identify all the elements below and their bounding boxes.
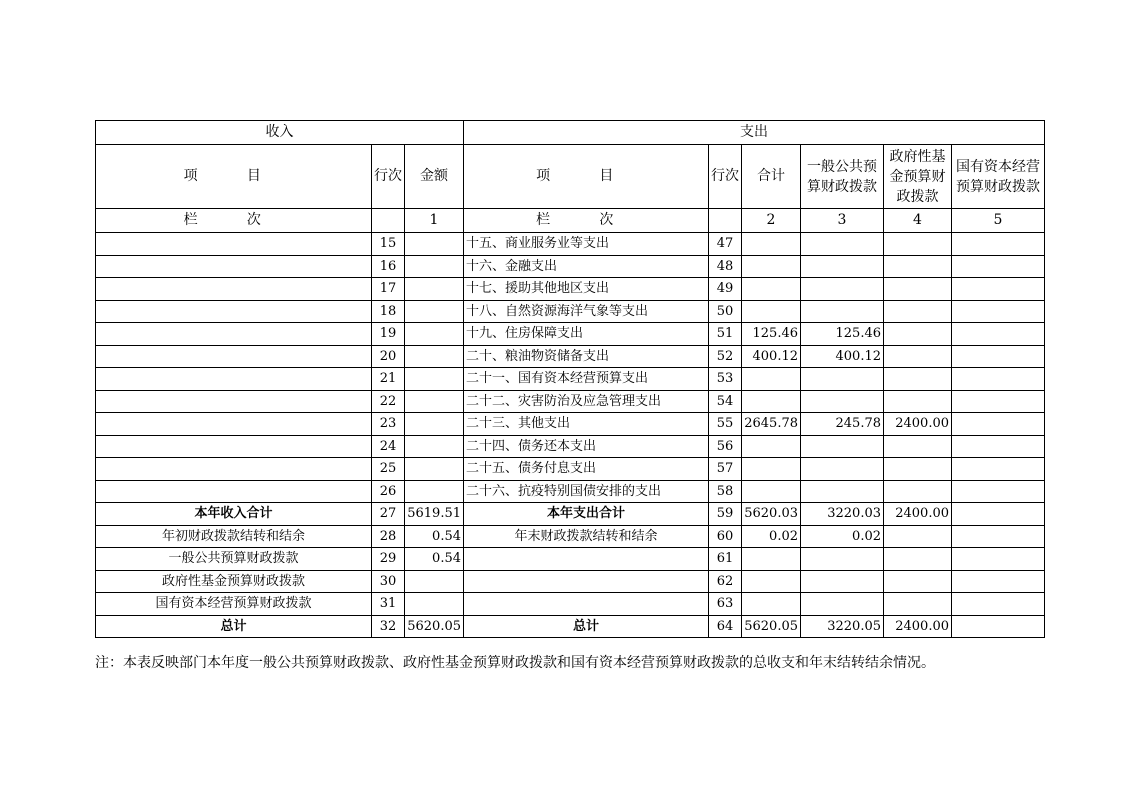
table-row	[96, 413, 1045, 436]
expense-item-cell: 十八、自然资源海洋气象等支出	[464, 300, 709, 323]
income-item-cell	[96, 323, 372, 346]
income-amount-cell	[405, 255, 464, 278]
general-budget-cell	[801, 390, 884, 413]
expense-item-cell: 十五、商业服务业等支出	[464, 233, 709, 256]
fund-budget-cell	[884, 345, 952, 368]
expense-item-cell: 总计	[464, 615, 709, 638]
expense-total-cell: 5620.05	[742, 615, 801, 638]
income-item-cell: 一般公共预算财政拨款	[96, 548, 372, 571]
fund-budget-cell	[884, 323, 952, 346]
table-row	[96, 458, 1045, 481]
state-capital-cell	[952, 345, 1045, 368]
expense-row-no-cell: 49	[709, 278, 742, 301]
expense-item-cell: 十七、援助其他地区支出	[464, 278, 709, 301]
expense-total-header: 合计	[742, 145, 801, 209]
table-row	[96, 548, 1045, 571]
expense-row-no-cell: 58	[709, 480, 742, 503]
income-amount-cell	[405, 323, 464, 346]
income-amount-cell	[405, 390, 464, 413]
fund-budget-cell	[884, 368, 952, 391]
state-capital-cell	[952, 255, 1045, 278]
expense-row-no-cell: 47	[709, 233, 742, 256]
fund-budget-cell	[884, 480, 952, 503]
state-capital-cell	[952, 413, 1045, 436]
table-row	[96, 570, 1045, 593]
expense-item-cell: 二十四、债务还本支出	[464, 435, 709, 458]
income-item-cell	[96, 480, 372, 503]
income-amount-cell	[405, 278, 464, 301]
expense-row-no-cell: 63	[709, 593, 742, 616]
income-row-no-header: 行次	[372, 145, 405, 209]
expense-row-no-cell: 55	[709, 413, 742, 436]
fund-budget-cell	[884, 300, 952, 323]
general-budget-cell	[801, 300, 884, 323]
income-item-header: 项 目	[96, 145, 372, 209]
income-row-no-cell: 31	[372, 593, 405, 616]
expense-row-no-cell: 48	[709, 255, 742, 278]
fiscal-appropriation-table	[95, 120, 1045, 638]
state-capital-cell	[952, 503, 1045, 526]
state-capital-cell	[952, 323, 1045, 346]
expense-total-cell	[742, 233, 801, 256]
general-budget-cell	[801, 548, 884, 571]
expense-row-no-cell: 57	[709, 458, 742, 481]
income-item-cell	[96, 368, 372, 391]
fund-budget-cell: 2400.00	[884, 503, 952, 526]
state-capital-cell	[952, 390, 1045, 413]
fund-budget-cell	[884, 548, 952, 571]
fund-budget-cell	[884, 458, 952, 481]
income-amount-cell	[405, 233, 464, 256]
expense-total-cell	[742, 570, 801, 593]
expense-row-no-cell: 50	[709, 300, 742, 323]
state-capital-cell	[952, 615, 1045, 638]
expense-total-cell	[742, 300, 801, 323]
col-number-4: 4	[884, 209, 952, 233]
expense-row-no-header: 行次	[709, 145, 742, 209]
state-capital-cell	[952, 480, 1045, 503]
income-amount-cell	[405, 458, 464, 481]
expense-total-cell	[742, 480, 801, 503]
expense-total-cell	[742, 548, 801, 571]
expense-col-blank	[709, 209, 742, 233]
income-amount-cell	[405, 300, 464, 323]
expense-total-cell	[742, 390, 801, 413]
fund-budget-cell	[884, 278, 952, 301]
state-capital-cell	[952, 278, 1045, 301]
expense-total-cell: 125.46	[742, 323, 801, 346]
table-row	[96, 615, 1045, 638]
expense-row-no-cell: 53	[709, 368, 742, 391]
income-row-no-cell: 25	[372, 458, 405, 481]
general-budget-cell: 125.46	[801, 323, 884, 346]
state-capital-cell	[952, 570, 1045, 593]
expense-row-no-cell: 59	[709, 503, 742, 526]
general-budget-cell	[801, 255, 884, 278]
expense-row-no-cell: 54	[709, 390, 742, 413]
state-capital-cell	[952, 548, 1045, 571]
expense-row-no-cell: 51	[709, 323, 742, 346]
income-row-no-cell: 23	[372, 413, 405, 436]
fund-budget-cell	[884, 525, 952, 548]
expense-item-cell: 二十一、国有资本经营预算支出	[464, 368, 709, 391]
income-item-cell	[96, 233, 372, 256]
table-row	[96, 390, 1045, 413]
income-item-cell	[96, 458, 372, 481]
fund-budget-cell	[884, 593, 952, 616]
general-budget-cell	[801, 278, 884, 301]
expense-total-cell: 400.12	[742, 345, 801, 368]
income-item-cell	[96, 390, 372, 413]
income-item-cell	[96, 413, 372, 436]
income-amount-cell: 0.54	[405, 548, 464, 571]
state-capital-cell	[952, 300, 1045, 323]
income-item-cell: 总计	[96, 615, 372, 638]
expense-item-header: 项 目	[464, 145, 709, 209]
fund-budget-header: 政府性基金预算财政拨款	[884, 145, 952, 209]
state-capital-cell	[952, 525, 1045, 548]
table-row	[96, 593, 1045, 616]
expense-total-cell	[742, 278, 801, 301]
fund-budget-cell	[884, 255, 952, 278]
income-item-cell: 年初财政拨款结转和结余	[96, 525, 372, 548]
general-budget-cell: 245.78	[801, 413, 884, 436]
table-row	[96, 368, 1045, 391]
table-footnote: 注：本表反映部门本年度一般公共预算财政拨款、政府性基金预算财政拨款和国有资本经营预算财政拨款的总收支和年末结转结余情况。	[95, 655, 935, 671]
income-item-cell	[96, 278, 372, 301]
table-row	[96, 503, 1045, 526]
general-budget-cell	[801, 593, 884, 616]
state-capital-cell	[952, 233, 1045, 256]
expense-header: 支出	[464, 121, 1045, 145]
income-col-label: 栏 次	[96, 209, 372, 233]
expense-item-cell: 二十六、抗疫特别国债安排的支出	[464, 480, 709, 503]
expense-item-cell: 十六、金融支出	[464, 255, 709, 278]
income-row-no-cell: 30	[372, 570, 405, 593]
table-row	[96, 323, 1045, 346]
general-budget-cell: 3220.05	[801, 615, 884, 638]
income-col-blank	[372, 209, 405, 233]
state-capital-header: 国有资本经营预算财政拨款	[952, 145, 1045, 209]
general-budget-cell: 400.12	[801, 345, 884, 368]
expense-item-cell: 二十五、债务付息支出	[464, 458, 709, 481]
income-item-cell	[96, 435, 372, 458]
expense-total-cell	[742, 593, 801, 616]
expense-item-cell: 十九、住房保障支出	[464, 323, 709, 346]
general-budget-cell	[801, 233, 884, 256]
col-number-5: 5	[952, 209, 1045, 233]
income-amount-cell	[405, 413, 464, 436]
table-row	[96, 345, 1045, 368]
expense-item-cell	[464, 593, 709, 616]
income-row-no-cell: 20	[372, 345, 405, 368]
expense-row-no-cell: 52	[709, 345, 742, 368]
income-row-no-cell: 27	[372, 503, 405, 526]
expense-total-cell	[742, 255, 801, 278]
income-row-no-cell: 28	[372, 525, 405, 548]
income-amount-header: 金额	[405, 145, 464, 209]
expense-item-cell: 二十、粮油物资储备支出	[464, 345, 709, 368]
income-amount-cell	[405, 368, 464, 391]
col-number-1: 1	[405, 209, 464, 233]
general-budget-cell	[801, 480, 884, 503]
state-capital-cell	[952, 458, 1045, 481]
income-amount-cell	[405, 435, 464, 458]
table-row	[96, 233, 1045, 256]
expense-row-no-cell: 62	[709, 570, 742, 593]
general-budget-header: 一般公共预算财政拨款	[801, 145, 884, 209]
income-item-cell	[96, 300, 372, 323]
expense-row-no-cell: 56	[709, 435, 742, 458]
income-row-no-cell: 18	[372, 300, 405, 323]
income-amount-cell: 5619.51	[405, 503, 464, 526]
expense-item-cell	[464, 570, 709, 593]
general-budget-cell: 3220.03	[801, 503, 884, 526]
state-capital-cell	[952, 593, 1045, 616]
income-row-no-cell: 32	[372, 615, 405, 638]
income-item-cell: 本年收入合计	[96, 503, 372, 526]
income-row-no-cell: 17	[372, 278, 405, 301]
table-row	[96, 525, 1045, 548]
state-capital-cell	[952, 435, 1045, 458]
income-amount-cell	[405, 480, 464, 503]
fund-budget-cell: 2400.00	[884, 413, 952, 436]
table-row	[96, 435, 1045, 458]
income-item-cell	[96, 255, 372, 278]
income-row-no-cell: 22	[372, 390, 405, 413]
income-item-cell	[96, 345, 372, 368]
expense-item-cell: 二十三、其他支出	[464, 413, 709, 436]
fund-budget-cell	[884, 435, 952, 458]
income-amount-cell	[405, 570, 464, 593]
fund-budget-cell: 2400.00	[884, 615, 952, 638]
general-budget-cell	[801, 368, 884, 391]
income-row-no-cell: 24	[372, 435, 405, 458]
income-item-cell: 国有资本经营预算财政拨款	[96, 593, 372, 616]
income-amount-cell: 0.54	[405, 525, 464, 548]
general-budget-cell	[801, 435, 884, 458]
expense-item-cell: 二十二、灾害防治及应急管理支出	[464, 390, 709, 413]
expense-row-no-cell: 60	[709, 525, 742, 548]
expense-item-cell: 年末财政拨款结转和结余	[464, 525, 709, 548]
income-amount-cell	[405, 345, 464, 368]
income-row-no-cell: 16	[372, 255, 405, 278]
table-row	[96, 300, 1045, 323]
state-capital-cell	[952, 368, 1045, 391]
income-row-no-cell: 29	[372, 548, 405, 571]
income-row-no-cell: 26	[372, 480, 405, 503]
col-number-3: 3	[801, 209, 884, 233]
income-row-no-cell: 15	[372, 233, 405, 256]
expense-row-no-cell: 64	[709, 615, 742, 638]
table-row	[96, 480, 1045, 503]
fund-budget-cell	[884, 390, 952, 413]
general-budget-cell	[801, 458, 884, 481]
fund-budget-cell	[884, 233, 952, 256]
general-budget-cell: 0.02	[801, 525, 884, 548]
table-row	[96, 255, 1045, 278]
col-number-2: 2	[742, 209, 801, 233]
expense-total-cell	[742, 458, 801, 481]
expense-total-cell: 0.02	[742, 525, 801, 548]
expense-item-cell: 本年支出合计	[464, 503, 709, 526]
expense-total-cell: 5620.03	[742, 503, 801, 526]
expense-row-no-cell: 61	[709, 548, 742, 571]
income-row-no-cell: 21	[372, 368, 405, 391]
income-amount-cell: 5620.05	[405, 615, 464, 638]
table-row	[96, 278, 1045, 301]
fund-budget-cell	[884, 570, 952, 593]
income-header: 收入	[96, 121, 464, 145]
expense-total-cell: 2645.78	[742, 413, 801, 436]
general-budget-cell	[801, 570, 884, 593]
expense-item-cell	[464, 548, 709, 571]
income-row-no-cell: 19	[372, 323, 405, 346]
income-amount-cell	[405, 593, 464, 616]
expense-col-label: 栏 次	[464, 209, 709, 233]
expense-total-cell	[742, 435, 801, 458]
income-item-cell: 政府性基金预算财政拨款	[96, 570, 372, 593]
expense-total-cell	[742, 368, 801, 391]
